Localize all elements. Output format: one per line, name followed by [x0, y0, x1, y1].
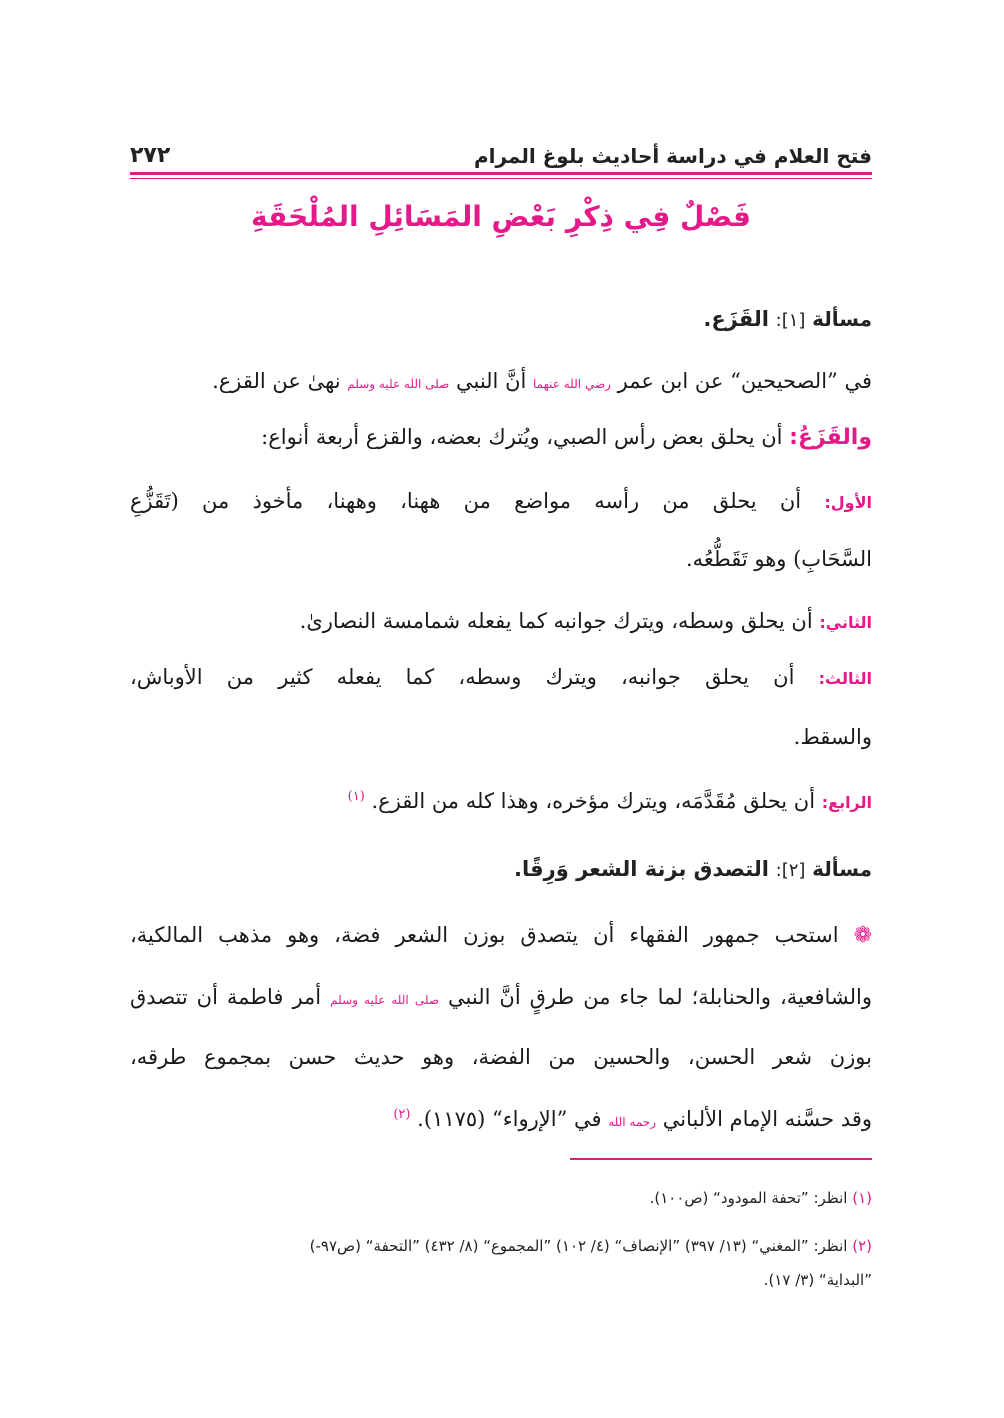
footnote-number: (٢) — [852, 1237, 872, 1255]
type-text: أن يحلق جوانبه، ويترك وسطه، كما يفعله كثير من الأوباش، — [130, 665, 795, 689]
paragraph-text: أمر فاطمة أن تتصدق — [130, 985, 322, 1009]
type-text: أن يحلق من رأسه مواضع من ههنا، وههنا، مأخوذ من (تَقَزُّعِ — [130, 489, 802, 513]
question-title: التصدق بزنة الشعر وَرِقًا. — [514, 857, 769, 881]
page-number: ٢٧٢ — [130, 143, 171, 168]
book-page — [130, 0, 872, 1418]
footnote-ref[interactable]: (٢) — [393, 1107, 411, 1122]
page-header — [130, 128, 872, 168]
honorific-glyph: رحمه الله — [608, 1115, 657, 1129]
honorific-glyph: رضي الله عنهما — [533, 377, 611, 391]
paragraph-line-1 — [130, 918, 872, 953]
header-rule-thick — [130, 172, 872, 175]
paragraph-text: استحب جمهور الفقهاء أن يتصدق بوزن الشعر فضة، وهو مذهب المالكية، — [130, 923, 839, 947]
definition-line — [130, 420, 872, 455]
type-3-continuation: والسقط. — [793, 725, 872, 749]
hadith-line — [130, 364, 872, 401]
book-title: فتح العلام في دراسة أحاديث بلوغ المرام — [473, 144, 872, 168]
type-2-line — [130, 604, 872, 640]
type-3-line — [130, 660, 872, 696]
question-label: مسألة — [812, 307, 872, 331]
paragraph-text: في ”الإرواء“ (١١٧٥). — [417, 1107, 602, 1131]
hadith-text-c: نهىٰ عن القزع. — [212, 369, 341, 393]
type-4-line — [130, 780, 872, 820]
type-label: الثالث: — [818, 669, 872, 688]
chapter-title: فَصْلٌ فِي ذِكْرِ بَعْضِ المَسَائِلِ المُلْحَقَةِ — [251, 200, 751, 233]
footnote-number: (١) — [852, 1189, 872, 1207]
question-1-heading — [130, 302, 872, 338]
footnote-text: انظر: ”تحفة المودود“ (ص١٠٠). — [649, 1189, 848, 1207]
footnote-2-continuation: ”البداية“ (٣/ ١٧). — [763, 1271, 872, 1289]
footnote-separator — [570, 1158, 872, 1160]
question-title: القَزَع. — [703, 307, 769, 331]
paragraph-text: والشافعية، والحنابلة؛ لما جاء من طرقٍ أنَّ النبي — [448, 985, 872, 1009]
type-label: الرابع: — [821, 793, 872, 812]
type-text: أن يحلق وسطه، ويترك جوانبه كما يفعله شمامسة النصارىٰ. — [299, 609, 813, 633]
definition-text: أن يحلق بعض رأس الصبي، ويُترك بعضه، والقزع أربعة أنواع: — [261, 425, 783, 449]
paragraph-text: وقد حسَّنه الإمام الألباني — [662, 1107, 872, 1131]
type-1-line — [130, 484, 872, 520]
type-label: الثاني: — [819, 613, 872, 632]
question-label: مسألة — [812, 857, 872, 881]
type-text: أن يحلق مُقَدَّمَه، ويترك مؤخره، وهذا كله من القزع. — [371, 789, 816, 813]
hadith-text-a: في ”الصحيحين“ عن ابن عمر — [617, 369, 872, 393]
footnote-ref[interactable]: (١) — [347, 789, 365, 804]
honorific-glyph: صلى الله عليه وسلم — [347, 377, 450, 391]
type-label: الأول: — [824, 493, 872, 512]
header-rule-thin — [130, 178, 872, 179]
paragraph-line-4 — [130, 1098, 872, 1139]
honorific-glyph: صلى الله عليه وسلم — [330, 993, 440, 1007]
question-number: [٢]: — [775, 860, 806, 881]
flower-ornament-icon: ❁ — [853, 923, 872, 948]
footnote-1 — [130, 1186, 872, 1210]
type-1-continuation: السَّحَابِ) وهو تَقَطُّعُه. — [685, 547, 872, 571]
paragraph-line-2 — [130, 980, 872, 1017]
question-number: [١]: — [775, 310, 806, 331]
hadith-text-b: أنَّ النبي — [455, 369, 527, 393]
definition-term: والقَزَعُ: — [789, 425, 872, 450]
question-2-heading — [130, 852, 872, 888]
footnote-2 — [130, 1234, 872, 1258]
paragraph-line-3: بوزن شعر الحسن، والحسين من الفضة، وهو حديث حسن بمجموع طرقه، — [130, 1045, 872, 1069]
footnote-text: انظر: ”المغني“ (١٣/ ٣٩٧) ”الإنصاف“ (٤/ ١٠٢) ”المجموع“ (٨/ ٤٣٢) ”التحفة“ (ص٩٧-) — [309, 1237, 848, 1255]
